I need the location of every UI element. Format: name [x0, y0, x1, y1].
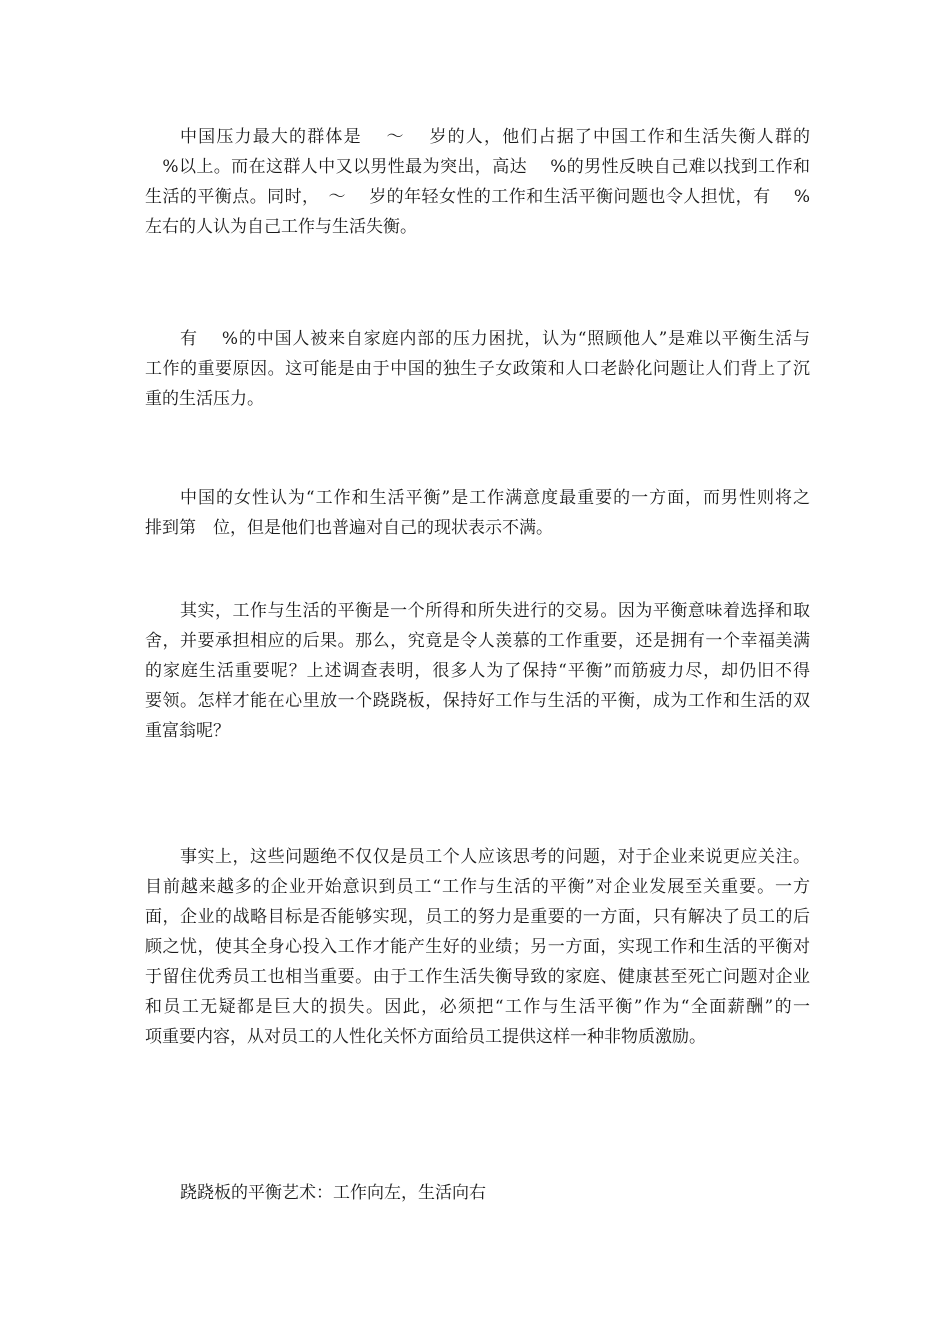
paragraph-family-pressure [145, 324, 810, 414]
text-line: 重的生活压力。 [145, 389, 264, 409]
text-line: 和员工无疑都是巨大的损失。因此，必须把“工作与生活平衡”作为“全面薪酬”的一 [145, 997, 810, 1017]
text-line: 顾之忧，使其全身心投入工作才能产生好的业绩；另一方面，实现工作和生活的平衡对 [145, 937, 810, 957]
text-line: 中国的女性认为“工作和生活平衡”是工作满意度最重要的一方面，而男性则将之 [180, 488, 810, 508]
text-line: 有 %的中国人被来自家庭内部的压力困扰，认为“照顾他人”是难以平衡生活与 [180, 329, 810, 349]
text-line: 舍，并要承担相应的后果。那么，究竟是令人羡慕的工作重要，还是拥有一个幸福美满 [145, 631, 810, 651]
text-line: 项重要内容，从对员工的人性化关怀方面给员工提供这样一种非物质激励。 [145, 1027, 706, 1047]
text-line: 的家庭生活重要呢？上述调查表明，很多人为了保持“平衡”而筋疲力尽，却仍旧不得 [145, 661, 810, 681]
text-line: %以上。而在这群人中又以男性最为突出，高达 %的男性反映自己难以找到工作和 [145, 157, 810, 177]
paragraph-enterprise-concern [145, 842, 810, 1052]
text-line: 事实上，这些问题绝不仅仅是员工个人应该思考的问题，对于企业来说更应关注。 [180, 847, 810, 867]
text-line: 其实，工作与生活的平衡是一个所得和所失进行的交易。因为平衡意味着选择和取 [180, 601, 810, 621]
paragraph-balance-tradeoff [145, 596, 810, 746]
text-line: 左右的人认为自己工作与生活失衡。 [145, 217, 417, 237]
text-line: 排到第 位，但是他们也普遍对自己的现状表示不满。 [145, 518, 553, 538]
text-line: 目前越来越多的企业开始意识到员工“工作与生活的平衡”对企业发展至关重要。一方 [145, 877, 810, 897]
text-line: 生活的平衡点。同时， ～ 岁的年轻女性的工作和生活平衡问题也令人担忧，有 % [145, 187, 810, 207]
text-line: 要领。怎样才能在心里放一个跷跷板，保持好工作与生活的平衡，成为工作和生活的双 [145, 691, 810, 711]
text-line: 工作的重要原因。这可能是由于中国的独生子女政策和人口老龄化问题让人们背上了沉 [145, 359, 810, 379]
text-line: 重富翁呢？ [145, 721, 230, 741]
text-line: 于留住优秀员工也相当重要。由于工作生活失衡导致的家庭、健康甚至死亡问题对企业 [145, 967, 810, 987]
text-line: 面，企业的战略目标是否能够实现，员工的努力是重要的一方面，只有解决了员工的后 [145, 907, 810, 927]
paragraph-stress-groups [145, 122, 810, 242]
paragraph-women-satisfaction [145, 483, 810, 543]
heading-line: 跷跷板的平衡艺术：工作向左，生活向右 [180, 1183, 486, 1203]
text-line: 中国压力最大的群体是 ～ 岁的人，他们占据了中国工作和生活失衡人群的 [180, 127, 810, 147]
section-heading [145, 1178, 810, 1208]
